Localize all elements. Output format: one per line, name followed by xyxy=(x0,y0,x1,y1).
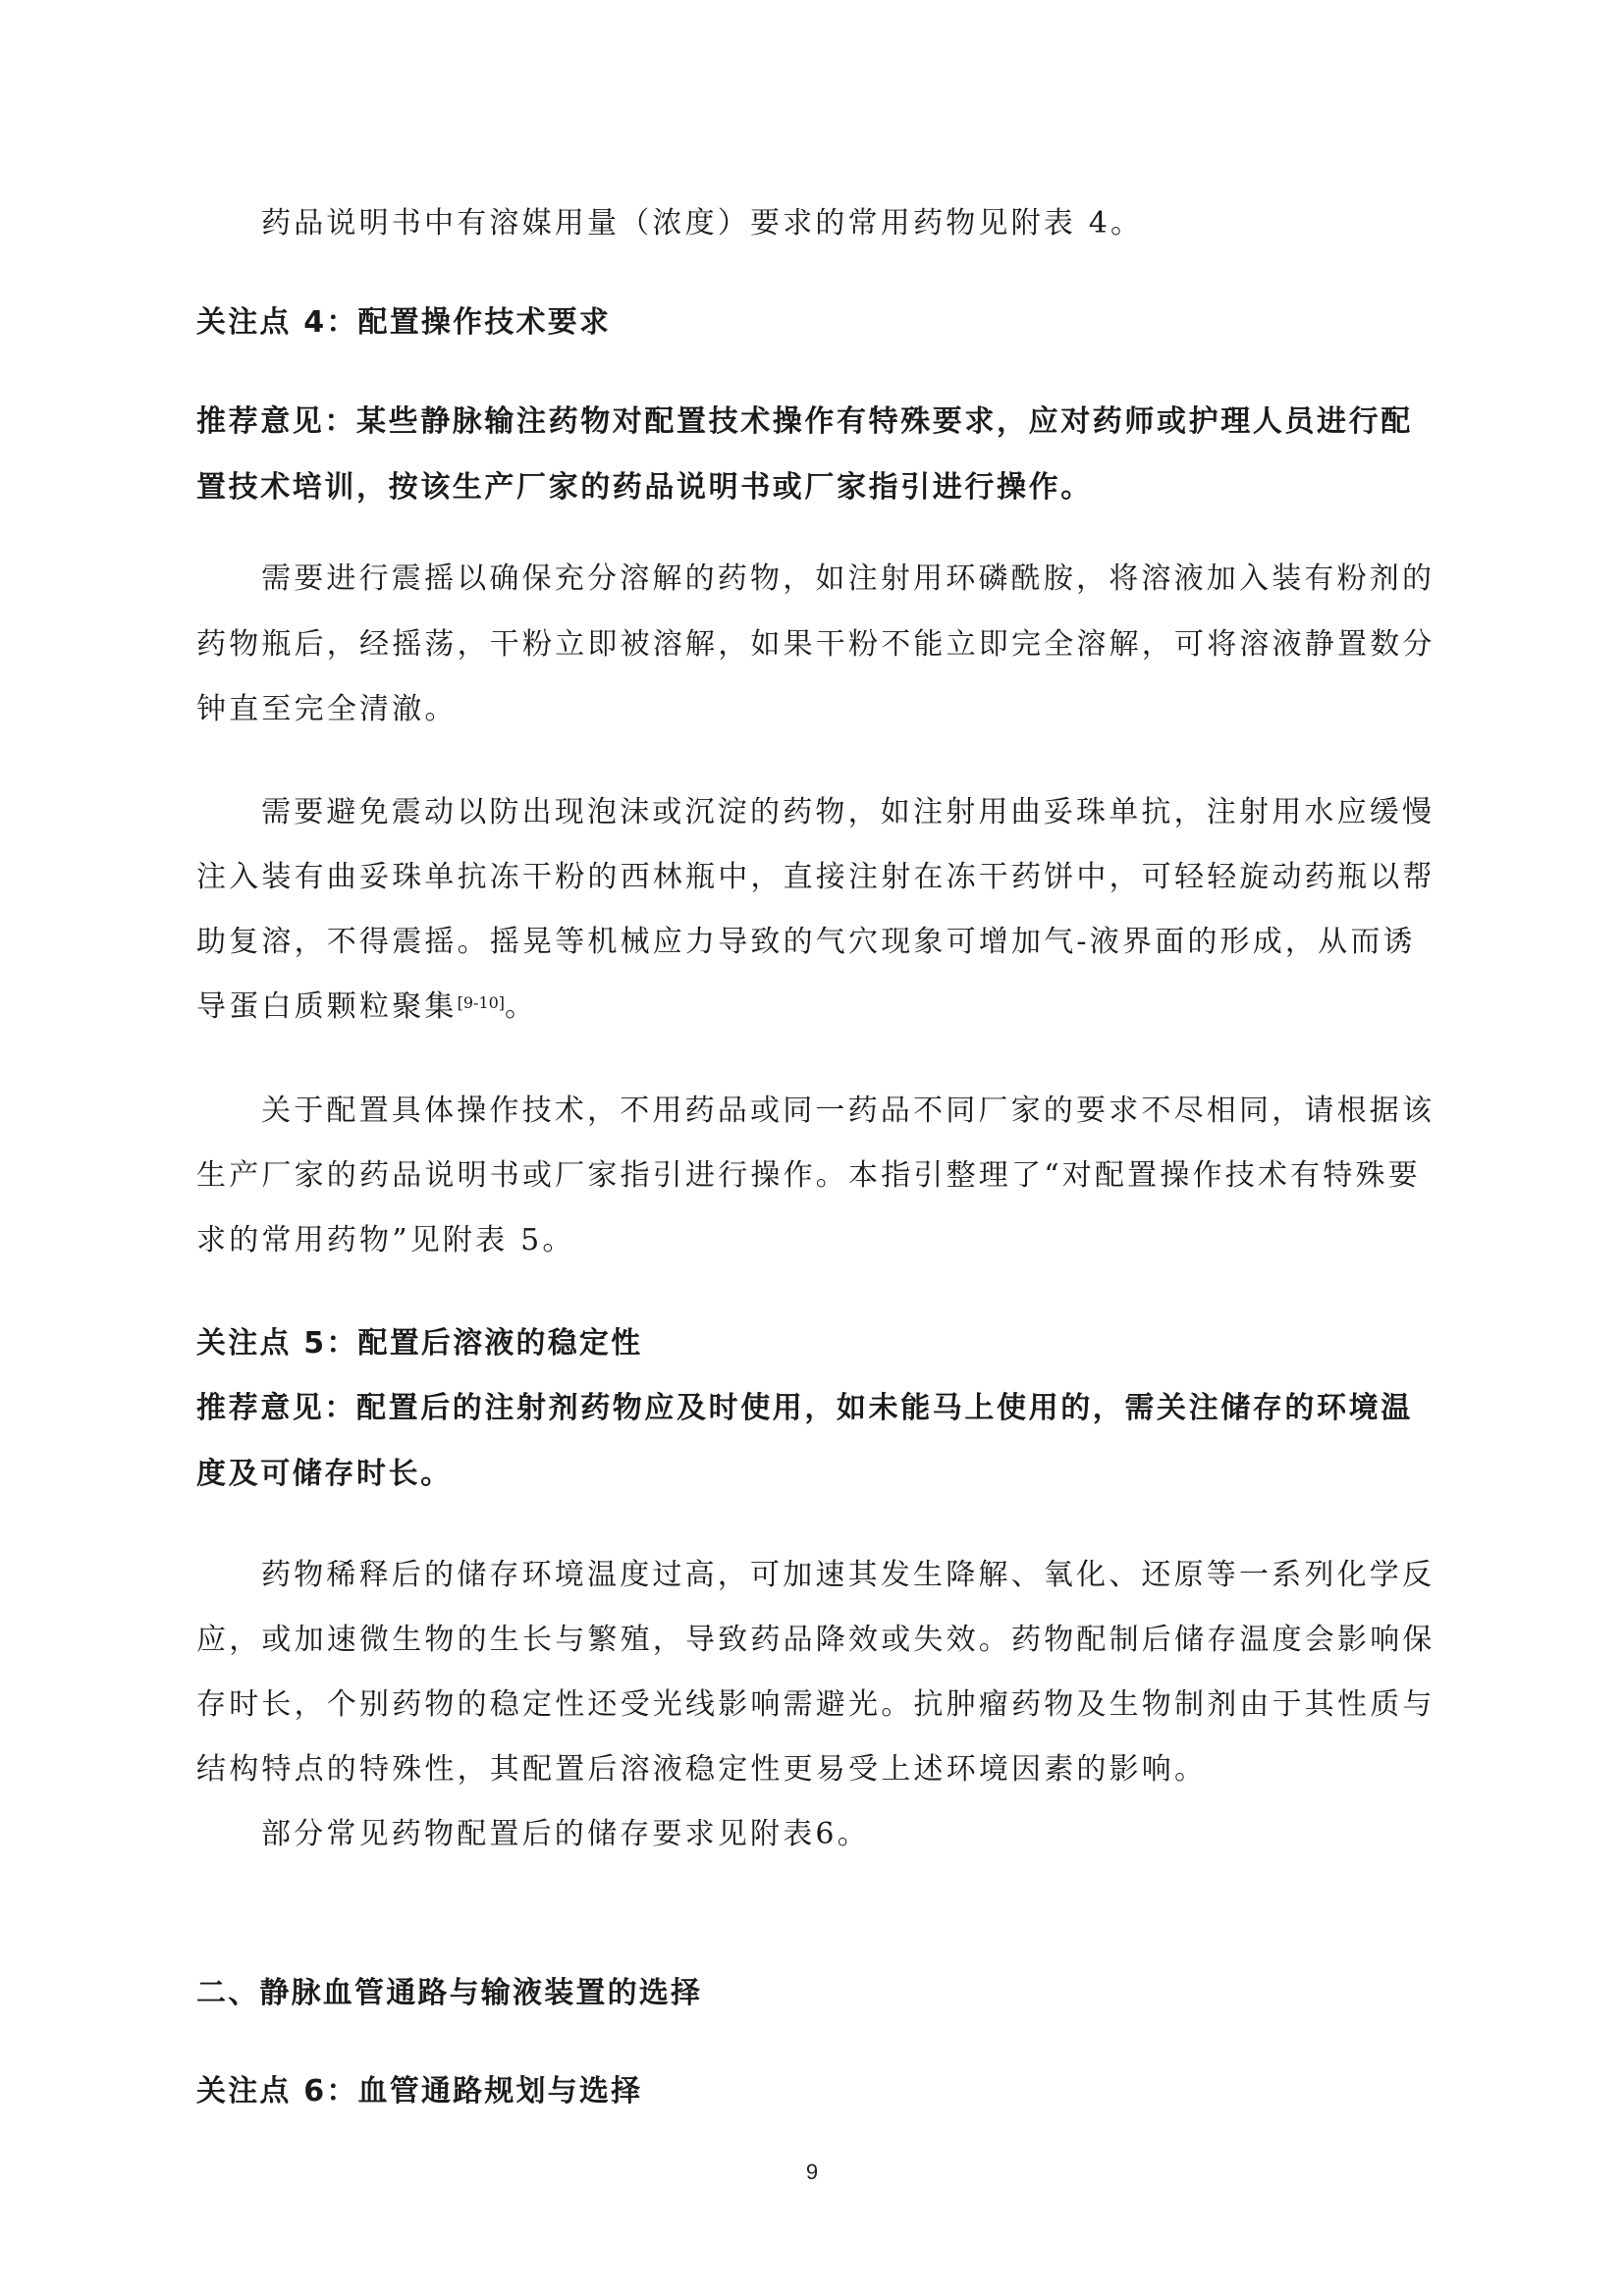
citation-reference: [9-10] xyxy=(457,993,506,1012)
paragraph-technique-line-3: 求的常用药物”见附表 5。 xyxy=(196,1223,575,1257)
paragraph-avoid-shake-line-2: 注入装有曲妥珠单抗冻干粉的西林瓶中，直接注射在冻干药饼中，可轻轻旋动药瓶以帮 xyxy=(196,860,1435,894)
focus-point-5-recommendation-line-2: 度及可储存时长。 xyxy=(196,1457,453,1491)
paragraph-technique-line-2: 生产厂家的药品说明书或厂家指引进行操作。本指引整理了“对配置操作技术有特殊要 xyxy=(196,1158,1421,1193)
paragraph-shake-line-2: 药物瓶后，经摇荡，干粉立即被溶解，如果干粉不能立即完全溶解，可将溶液静置数分 xyxy=(196,627,1435,662)
focus-point-4-heading: 关注点 4：配置操作技术要求 xyxy=(196,305,612,340)
paragraph-avoid-shake-line-3: 助复溶，不得震摇。摇晃等机械应力导致的气穴现象可增加气-液界面的形成，从而诱 xyxy=(196,925,1416,959)
paragraph-storage-line-2: 应，或加速微生物的生长与繁殖，导致药品降效或失效。药物配制后储存温度会影响保 xyxy=(196,1623,1435,1657)
page-number: 9 xyxy=(805,2160,819,2184)
focus-point-5-heading: 关注点 5：配置后溶液的稳定性 xyxy=(196,1326,643,1361)
paragraph-technique-line-1: 关于配置具体操作技术，不用药品或同一药品不同厂家的要求不尽相同，请根据该 xyxy=(261,1094,1435,1128)
paragraph-shake-line-3: 钟直至完全清澈。 xyxy=(196,692,458,726)
paragraph-shake-line-1: 需要进行震摇以确保充分溶解的药物，如注射用环磷酰胺，将溶液加入装有粉剂的 xyxy=(261,561,1435,596)
paragraph-storage-line-4: 结构特点的特殊性，其配置后溶液稳定性更易受上述环境因素的影响。 xyxy=(196,1752,1208,1787)
paragraph-storage-line-3: 存时长，个别药物的稳定性还受光线影响需避光。抗肿瘤药物及生物制剂由于其性质与 xyxy=(196,1687,1435,1722)
paragraph-avoid-shake-line-4-text: 导蛋白质颗粒聚集 xyxy=(196,989,458,1024)
section-2-heading: 二、静脉血管通路与输液装置的选择 xyxy=(196,1976,703,2010)
paragraph-solvent-line-1: 药品说明书中有溶媒用量（浓度）要求的常用药物见附表 4。 xyxy=(261,206,1144,240)
paragraph-avoid-shake-line-4-end: 。 xyxy=(505,989,538,1024)
paragraph-avoid-shake-line-1: 需要避免震动以防出现泡沫或沉淀的药物，如注射用曲妥珠单抗，注射用水应缓慢 xyxy=(261,795,1435,829)
focus-point-5-recommendation-line-1: 推荐意见：配置后的注射剂药物应及时使用，如未能马上使用的，需关注储存的环境温 xyxy=(196,1391,1413,1425)
focus-point-6-heading: 关注点 6：血管通路规划与选择 xyxy=(196,2074,643,2109)
paragraph-avoid-shake-line-4 xyxy=(196,988,537,1027)
focus-point-4-recommendation-line-1: 推荐意见：某些静脉输注药物对配置技术操作有特殊要求，应对药师或护理人员进行配 xyxy=(196,404,1413,439)
paragraph-storage-line-5: 部分常见药物配置后的储存要求见附表6。 xyxy=(261,1817,870,1851)
focus-point-4-recommendation-line-2: 置技术培训，按该生产厂家的药品说明书或厂家指引进行操作。 xyxy=(196,470,1093,505)
paragraph-storage-line-1: 药物稀释后的储存环境温度过高，可加速其发生降解、氧化、还原等一系列化学反 xyxy=(261,1558,1435,1592)
